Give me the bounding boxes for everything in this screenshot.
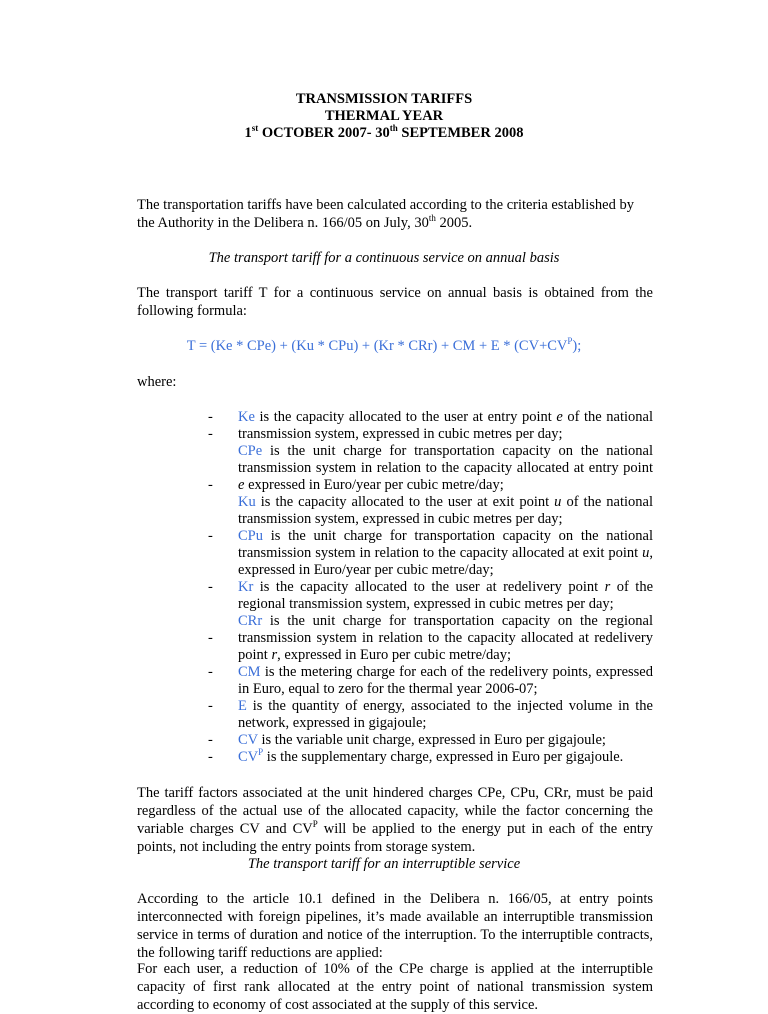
section-heading-continuous: The transport tariff for a continuous service on annual basis xyxy=(208,250,560,266)
reduction-paragraph: For each user, a reduction of 10% of the CPe charge is applied at the interruptible capacity of first rank allocated at the entry point of national transmission system according to economy of cost associated at the supply of this service. xyxy=(137,961,653,1013)
intro-paragraph: The transportation tariffs have been calculated according to the criteria established by the Authority in the Delibera n. 166/05 on July, 30th 2005. xyxy=(137,197,634,231)
definition-ku: Ku is the capacity allocated to the user at exit point u of the national transmission system, expressed in cubic metres per day; xyxy=(238,494,653,527)
definition-cpu: CPu is the unit charge for transportation capacity on the national transmission system in relation to the capacity allocated at exit point u, expressed in Euro/year per cubic metre/day; xyxy=(238,528,653,578)
list-dash: - xyxy=(208,630,213,646)
list-dash: - xyxy=(208,477,213,493)
list-dash: - xyxy=(208,749,213,765)
definition-crr: CRr is the unit charge for transportation capacity on the regional transmission system in relation to the capacity allocated at redelivery point r, expressed in Euro per cubic metre/day; xyxy=(238,613,653,663)
definition-cpe: CPe is the unit charge for transportation capacity on the national transmission system in relation to the capacity allocated at entry point e expressed in Euro/year per cubic metre/day; xyxy=(238,443,653,493)
where-label: where: xyxy=(137,374,177,390)
tariff-formula: T = (Ke * CPe) + (Ku * CPu) + (Kr * CRr) + CM + $E * (CV+CV^P)$; xyxy=(186,336,582,354)
definition-ke: Ke is the capacity allocated to the user at entry point e of the national transmission system, expressed in cubic metres per day; xyxy=(238,409,653,442)
definition-cvp: $CV^P$ is the supplementary charge, expressed in Euro per gigajoule. xyxy=(238,747,624,765)
title-line-1: TRANSMISSION TARIFFS xyxy=(295,91,473,107)
tariff-factors-paragraph: The tariff factors associated at the unit hindered charges CPe, CPu, CRr, must be paid regardless of the actual use of the allocated capacity, while the factor concerning the variable charges CV and $CV^P$ will be applied to the energy put in each of the entry points, not including the entry points from storage system. xyxy=(137,785,653,855)
formula-lead-paragraph: The transport tariff T for a continuous service on annual basis is obtained from the following formula: xyxy=(137,285,653,319)
definition-e: E is the quantity of energy, associated to the injected volume in the network, expressed in gigajoule; xyxy=(238,698,653,731)
list-dash: - xyxy=(208,426,213,442)
list-dash: - xyxy=(208,409,213,425)
definition-kr: Kr is the capacity allocated to the user at redelivery point r of the regional transmission system, expressed in cubic metres per day; xyxy=(238,579,653,612)
list-dash: - xyxy=(208,698,213,714)
interruptible-paragraph: According to the article 10.1 defined in the Delibera n. 166/05, at entry points interconnected with foreign pipelines, it’s made available an interruptible transmission service in terms of duration and notice of the interruption. To the interruptible contracts, the following tariff reductions are applied: xyxy=(137,891,653,961)
definition-cv: CV is the variable unit charge, expressed in Euro per gigajoule; xyxy=(238,732,606,748)
title-line-3: 1st OCTOBER 2007- 30th SEPTEMBER 2008 xyxy=(244,123,524,141)
definition-cm: CM is the metering charge for each of the redelivery points, expressed in Euro, equal to zero for the thermal year 2006-07; xyxy=(238,664,653,697)
list-dash: - xyxy=(208,732,213,748)
list-dash: - xyxy=(208,528,213,544)
list-dash: - xyxy=(208,664,213,680)
section-heading-interruptible: The transport tariff for an interruptible service xyxy=(247,856,521,872)
list-dash: - xyxy=(208,579,213,595)
title-line-2: THERMAL YEAR xyxy=(324,108,444,124)
